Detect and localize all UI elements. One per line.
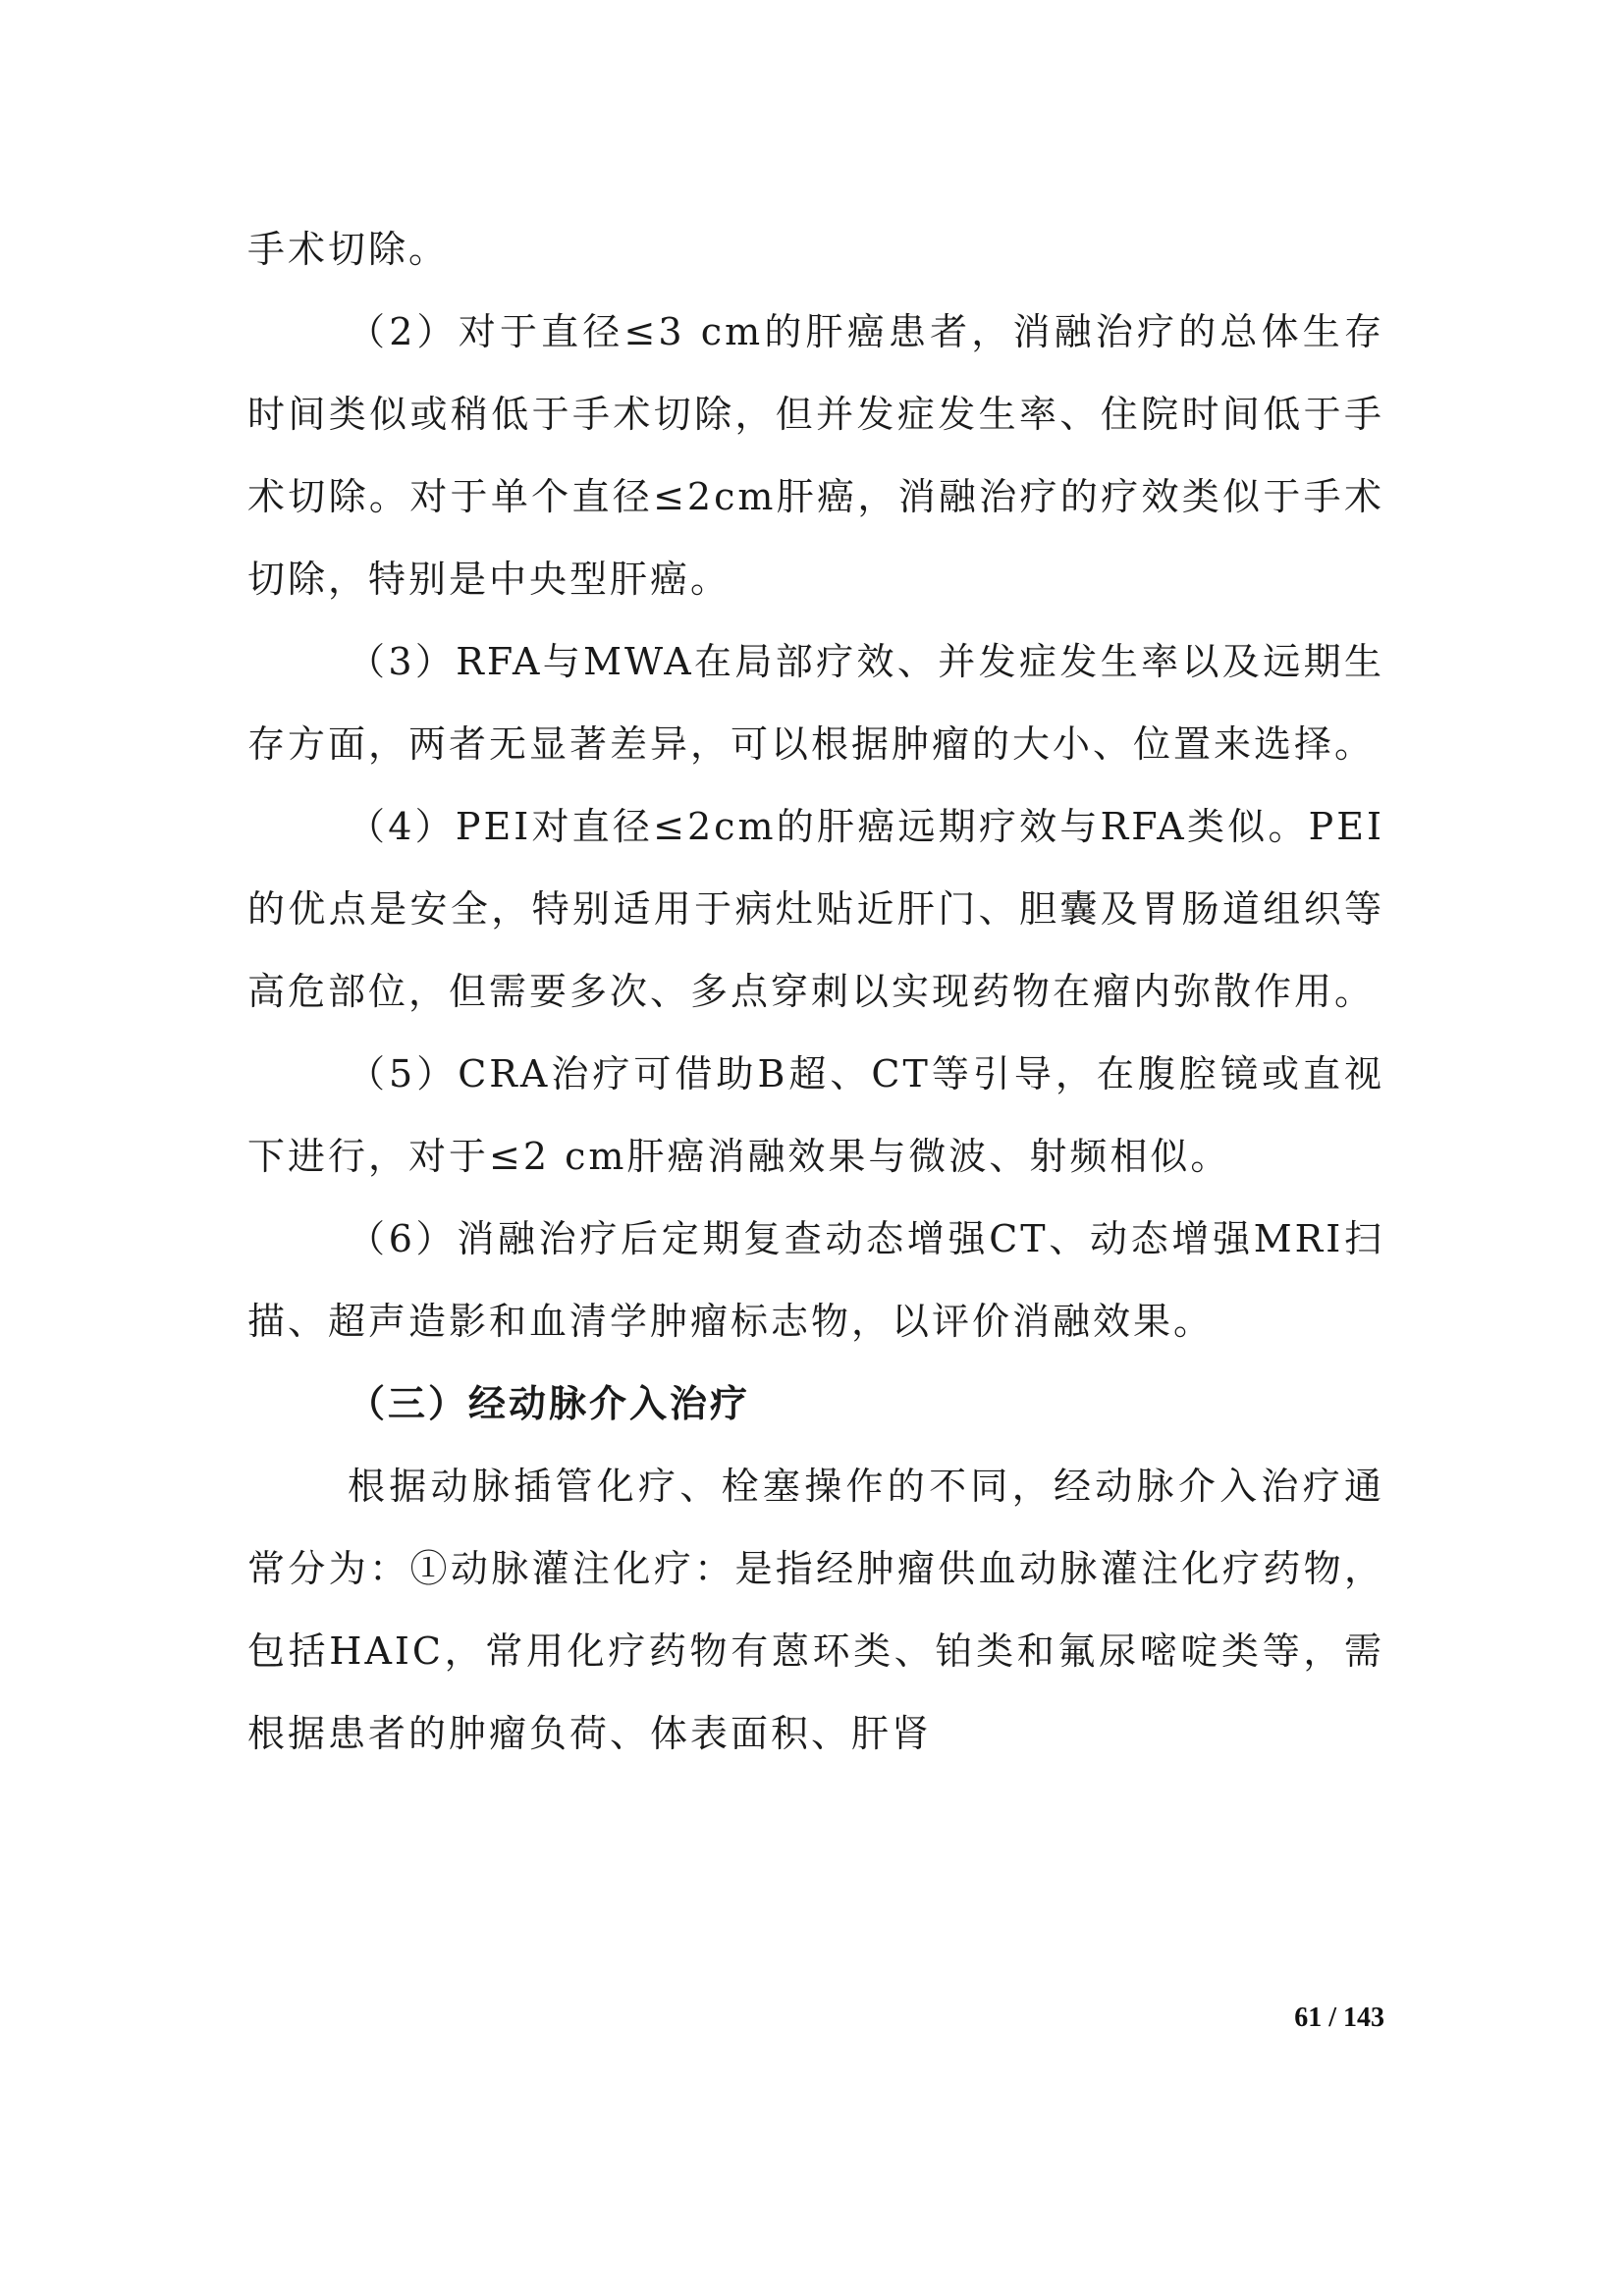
- body-text: [247, 208, 1384, 1775]
- paragraph-item-2: （2）对于直径≤3 cm的肝癌患者，消融治疗的总体生存时间类似或稍低于手术切除，但并发症发生率、住院时间低于手术切除。对于单个直径≤2cm肝癌，消融治疗的疗效类似于手术切除，特别是中央型肝癌。: [247, 310, 1384, 601]
- paragraph-continuation: 手术切除。: [247, 228, 450, 271]
- page-number: 61 / 143: [1294, 2002, 1384, 2033]
- section-heading: （三）经动脉介入治疗: [348, 1381, 751, 1425]
- paragraph-item-4: （4）PEI对直径≤2cm的肝癌远期疗效与RFA类似。PEI的优点是安全，特别适用于病灶贴近肝门、胆囊及胃肠道组织等高危部位，但需要多次、多点穿刺以实现药物在瘤内弥散作用。: [247, 805, 1384, 1013]
- paragraph-item-3: （3）RFA与MWA在局部疗效、并发症发生率以及远期生存方面，两者无显著差异，可以根据肿瘤的大小、位置来选择。: [247, 640, 1384, 766]
- paragraph-item-5: （5）CRA治疗可借助B超、CT等引导，在腹腔镜或直视下进行，对于≤2 cm肝癌消融效果与微波、射频相似。: [247, 1052, 1384, 1178]
- section-paragraph: 根据动脉插管化疗、栓塞操作的不同，经动脉介入治疗通常分为：①动脉灌注化疗：是指经肿瘤供血动脉灌注化疗药物，包括HAIC，常用化疗药物有蒽环类、铂类和氟尿嘧啶类等，需根据患者的肿瘤负荷、体表面积、肝肾: [247, 1465, 1384, 1755]
- paragraph-item-6: （6）消融治疗后定期复查动态增强CT、动态增强MRI扫描、超声造影和血清学肿瘤标志物，以评价消融效果。: [247, 1217, 1384, 1343]
